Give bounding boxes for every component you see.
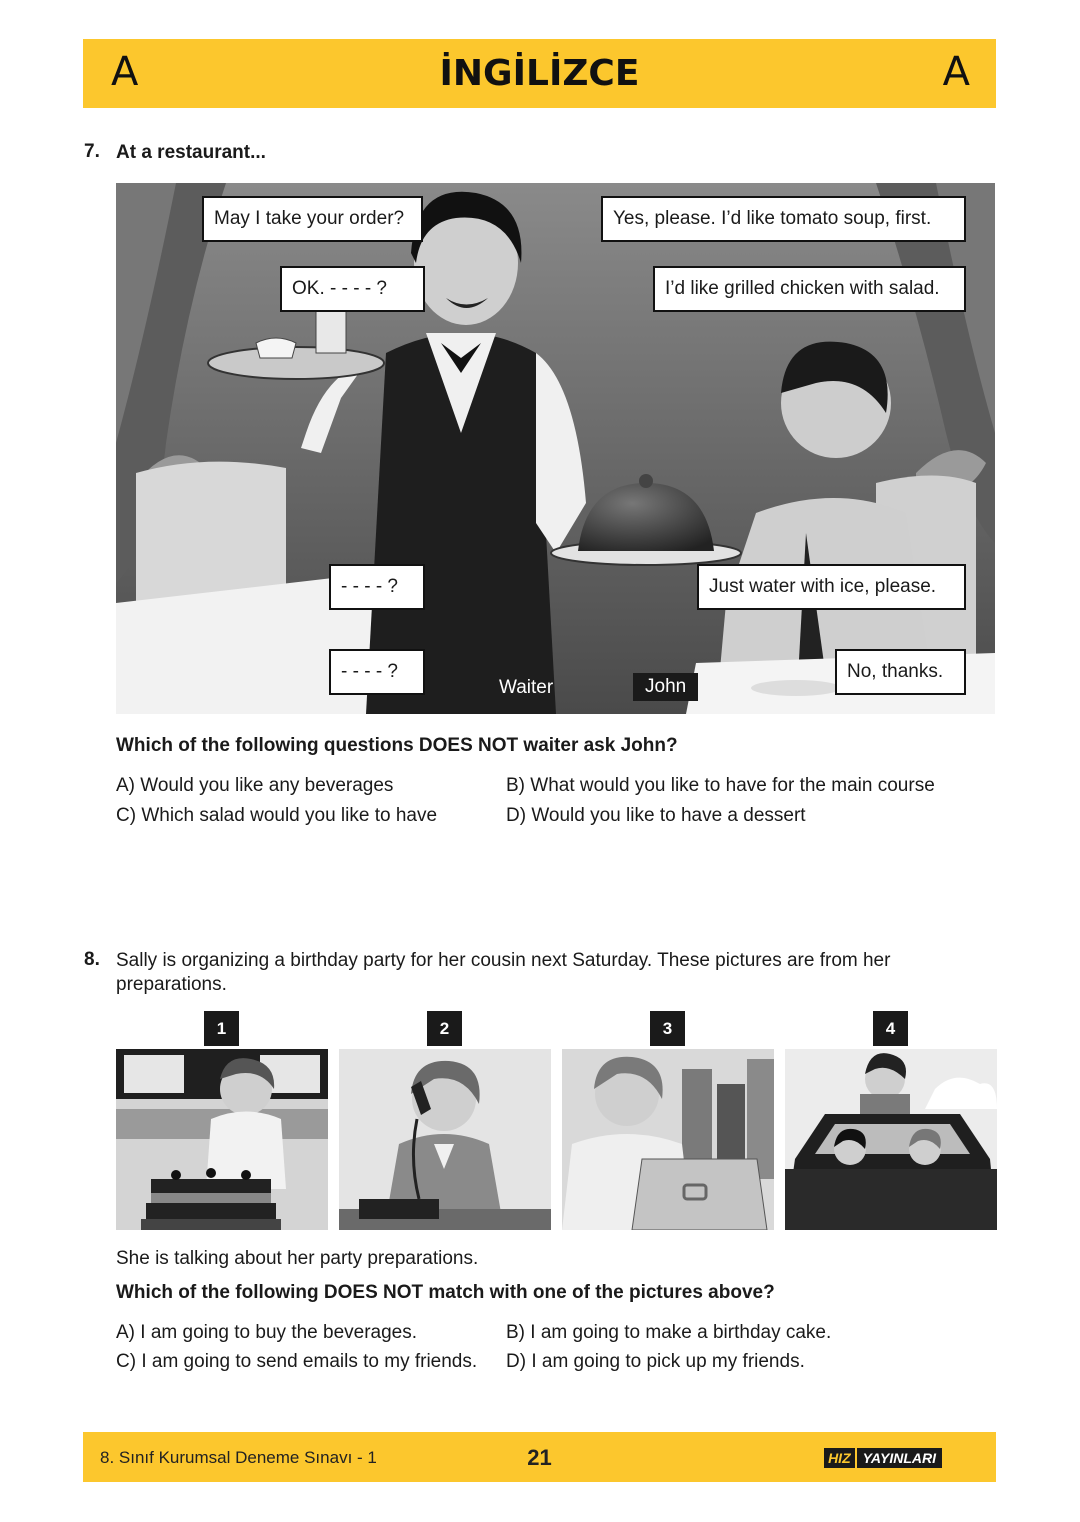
phone-call-drawing <box>339 1049 551 1230</box>
picture-number-3: 3 <box>650 1011 685 1046</box>
question-8-number: 8. <box>84 949 100 970</box>
booklet-letter-left: A <box>111 49 139 95</box>
speech-bubble-john-1 <box>601 196 966 242</box>
laptop-drawing <box>562 1049 774 1230</box>
picture-number-2: 2 <box>427 1011 462 1046</box>
picture-1-baking-cake <box>116 1049 328 1230</box>
bubble-text: No, thanks. <box>847 661 944 682</box>
bubble-text: I’d like grilled chicken with salad. <box>665 278 940 299</box>
car-friends-drawing <box>785 1049 997 1230</box>
picture-2-phone-call <box>339 1049 551 1230</box>
exam-name: 8. Sınıf Kurumsal Deneme Sınavı - 1 <box>100 1448 377 1467</box>
booklet-letter-right: A <box>942 49 970 95</box>
waiter-label: Waiter <box>499 677 554 698</box>
picture-number-1: 1 <box>204 1011 239 1046</box>
restaurant-scene-drawing <box>116 183 995 714</box>
q7-option-a[interactable]: A) Would you like any beverages <box>116 775 394 796</box>
speech-bubble-waiter-3 <box>329 564 425 610</box>
question-8-text: Sally is organizing a birthday party for her cousin next Saturday. These pictures are from her preparations. <box>116 950 891 995</box>
question-8-prompt: Which of the following DOES NOT match with one of the pictures above? <box>116 1282 775 1303</box>
picture-3-laptop-email <box>562 1049 774 1230</box>
speech-bubble-waiter-1 <box>202 196 423 242</box>
publisher-logo <box>824 1448 942 1470</box>
speech-bubble-john-3 <box>697 564 966 610</box>
speech-bubble-waiter-4 <box>329 649 425 695</box>
restaurant-illustration <box>116 183 995 714</box>
q8-option-a[interactable]: A) I am going to buy the beverages. <box>116 1322 418 1343</box>
question-8-statement: She is talking about her party preparations. <box>116 1248 479 1269</box>
bubble-text: Just water with ice, please. <box>709 576 937 597</box>
picture-4-car-friends <box>785 1049 997 1230</box>
bubble-text: Yes, please. I’d like tomato soup, first. <box>613 208 932 229</box>
q7-option-c[interactable]: C) Which salad would you like to have <box>116 805 438 826</box>
bubble-text: OK. - - - - ? <box>292 278 387 299</box>
john-label: John <box>633 673 698 701</box>
speech-bubble-john-2 <box>653 266 966 312</box>
bubble-text: - - - - ? <box>341 661 398 682</box>
bubble-text: - - - - ? <box>341 576 398 597</box>
subject-title: İNGİLİZCE <box>439 53 640 94</box>
baking-cake-drawing <box>116 1049 328 1230</box>
q8-option-d[interactable]: D) I am going to pick up my friends. <box>506 1351 805 1372</box>
q7-option-b[interactable]: B) What would you like to have for the main course <box>506 775 935 796</box>
q8-option-c[interactable]: C) I am going to send emails to my friends. <box>116 1351 478 1372</box>
page-footer <box>83 1432 996 1482</box>
speech-bubble-john-4 <box>835 649 966 695</box>
question-7-number: 7. <box>84 141 100 162</box>
page-header <box>83 39 996 108</box>
speech-bubble-waiter-2 <box>280 266 425 312</box>
question-7-title: At a restaurant... <box>116 142 266 163</box>
q7-option-d[interactable]: D) Would you like to have a dessert <box>506 805 806 826</box>
q8-option-b[interactable]: B) I am going to make a birthday cake. <box>506 1322 832 1343</box>
question-7-prompt: Which of the following questions DOES NOT waiter ask John? <box>116 735 678 756</box>
picture-number-4: 4 <box>873 1011 908 1046</box>
publisher-logo-yayinlari: YAYINLARI <box>857 1448 942 1468</box>
page-number: 21 <box>527 1445 552 1470</box>
publisher-logo-hiz: HIZ <box>824 1448 855 1468</box>
bubble-text: May I take your order? <box>214 208 405 229</box>
